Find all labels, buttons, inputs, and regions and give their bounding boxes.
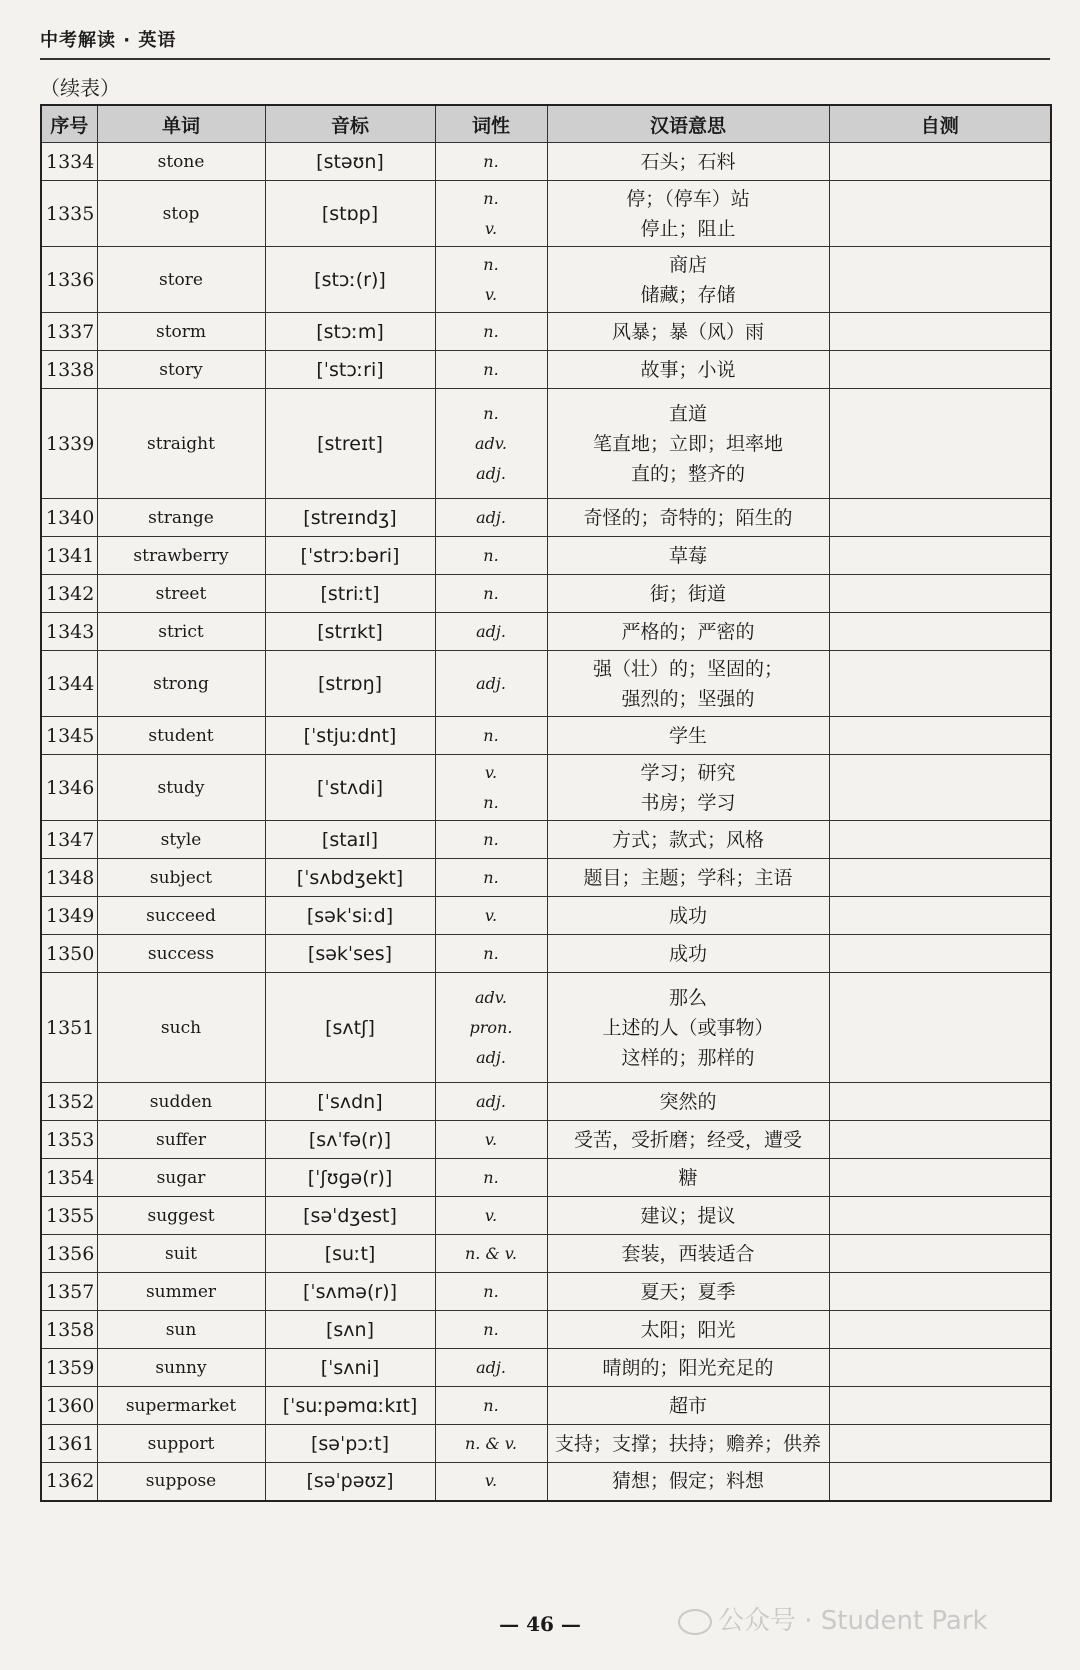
meaning-line: 街；街道 — [649, 582, 726, 605]
row-number: 1334 — [41, 143, 97, 181]
meaning-line: 糖 — [678, 1166, 698, 1189]
row-self-test-cell[interactable] — [829, 1463, 1051, 1501]
row-number: 1346 — [41, 755, 97, 821]
column-header-meaning: 汉语意思 — [547, 105, 829, 143]
pos-line: v. — [484, 284, 498, 304]
row-self-test-cell[interactable] — [829, 1425, 1051, 1463]
table-row — [41, 613, 1051, 651]
meaning-line: 猜想；假定；料想 — [611, 1470, 764, 1493]
pos-line: n. — [483, 1319, 499, 1339]
table-row — [41, 1235, 1051, 1273]
row-phonetic: [stəʊn] — [265, 143, 435, 181]
meaning-line: 学习；研究 — [640, 761, 736, 784]
row-self-test-cell[interactable] — [829, 537, 1051, 575]
meaning-line: 笔直地；立即；坦率地 — [592, 432, 783, 455]
row-word: strawberry — [97, 537, 265, 575]
pos-line: pron. — [469, 1017, 513, 1037]
column-header-word: 单词 — [97, 105, 265, 143]
table-row — [41, 351, 1051, 389]
meaning-line: 那么 — [668, 986, 707, 1009]
meaning-line: 严格的；严密的 — [621, 620, 755, 643]
pos-line: adj. — [476, 1091, 506, 1111]
pos-line: n. — [483, 1281, 499, 1301]
meaning-line: 上述的人（或事物） — [602, 1016, 774, 1039]
row-phonetic: [ˈsʌdn] — [265, 1083, 435, 1121]
row-meaning — [547, 537, 829, 575]
row-phonetic: [səkˈses] — [265, 935, 435, 973]
row-phonetic: [striːt] — [265, 575, 435, 613]
meaning-line: 题目；主题；学科；主语 — [583, 866, 793, 889]
pos-line: n. & v. — [464, 1243, 518, 1263]
table-row — [41, 143, 1051, 181]
pos-line: v. — [484, 218, 498, 238]
continued-label: （续表） — [40, 76, 120, 100]
row-phonetic: [sʌtʃ] — [265, 973, 435, 1083]
row-word: summer — [97, 1273, 265, 1311]
pos-line: n. — [483, 254, 499, 274]
row-number: 1361 — [41, 1425, 97, 1463]
row-meaning — [547, 935, 829, 973]
row-meaning — [547, 351, 829, 389]
pos-line: adv. — [474, 987, 507, 1007]
table-row — [41, 1425, 1051, 1463]
row-self-test-cell[interactable] — [829, 499, 1051, 537]
row-meaning — [547, 717, 829, 755]
row-number: 1341 — [41, 537, 97, 575]
meaning-line: 晴朗的；阳光充足的 — [602, 1356, 774, 1379]
pos-line: v. — [484, 1471, 498, 1491]
row-word: stop — [97, 181, 265, 247]
meaning-line: 储藏；存储 — [640, 283, 736, 306]
meaning-line: 学生 — [668, 724, 707, 747]
pos-line: v. — [484, 1205, 498, 1225]
row-phonetic: [ˈsuːpəmɑːkɪt] — [265, 1387, 435, 1425]
row-part-of-speech — [435, 1349, 547, 1387]
row-self-test-cell[interactable] — [829, 1235, 1051, 1273]
row-number: 1339 — [41, 389, 97, 499]
row-meaning — [547, 143, 829, 181]
row-phonetic: [səkˈsiːd] — [265, 897, 435, 935]
meaning-line: 强（壮）的；坚固的； — [592, 657, 783, 680]
meaning-line: 突然的 — [659, 1090, 717, 1113]
row-word: strong — [97, 651, 265, 717]
pos-line: n. — [483, 403, 499, 423]
header-title: 中考解读 · 英语 — [40, 30, 177, 51]
row-phonetic: [stɒp] — [265, 181, 435, 247]
table-row — [41, 389, 1051, 499]
pos-line: n. — [483, 583, 499, 603]
meaning-line: 风暴；暴（风）雨 — [611, 320, 764, 343]
row-self-test-cell[interactable] — [829, 859, 1051, 897]
row-meaning — [547, 1083, 829, 1121]
row-part-of-speech — [435, 537, 547, 575]
table-row — [41, 897, 1051, 935]
column-header-pos: 词性 — [435, 105, 547, 143]
row-part-of-speech — [435, 499, 547, 537]
meaning-line: 支持；支撑；扶持；赡养；供养 — [554, 1432, 821, 1455]
meaning-line: 方式；款式；风格 — [611, 828, 764, 851]
table-body — [41, 143, 1051, 1501]
row-word: straight — [97, 389, 265, 499]
pos-line: n. — [483, 151, 499, 171]
row-phonetic: [stɔː(r)] — [265, 247, 435, 313]
row-self-test-cell[interactable] — [829, 389, 1051, 499]
pos-line: n. — [483, 829, 499, 849]
row-self-test-cell[interactable] — [829, 1159, 1051, 1197]
row-number: 1355 — [41, 1197, 97, 1235]
meaning-line: 成功 — [668, 942, 707, 965]
pos-line: adj. — [476, 1357, 506, 1377]
pos-line: adj. — [476, 673, 506, 693]
row-meaning — [547, 973, 829, 1083]
column-header-no: 序号 — [41, 105, 97, 143]
pos-line: n. — [483, 725, 499, 745]
row-phonetic: [səˈpəʊz] — [265, 1463, 435, 1501]
row-number: 1337 — [41, 313, 97, 351]
row-self-test-cell[interactable] — [829, 1197, 1051, 1235]
row-self-test-cell[interactable] — [829, 935, 1051, 973]
meaning-line: 书房；学习 — [640, 791, 736, 814]
row-self-test-cell[interactable] — [829, 1121, 1051, 1159]
row-part-of-speech — [435, 1425, 547, 1463]
row-part-of-speech — [435, 1159, 547, 1197]
table-row — [41, 717, 1051, 755]
row-part-of-speech — [435, 351, 547, 389]
row-number: 1340 — [41, 499, 97, 537]
meaning-line: 套装，西装适合 — [621, 1242, 755, 1265]
wechat-icon — [678, 1609, 712, 1635]
row-number: 1352 — [41, 1083, 97, 1121]
row-part-of-speech — [435, 973, 547, 1083]
table-row — [41, 313, 1051, 351]
row-word: sun — [97, 1311, 265, 1349]
pos-line: n. — [483, 359, 499, 379]
row-number: 1344 — [41, 651, 97, 717]
row-part-of-speech — [435, 717, 547, 755]
table-row — [41, 1197, 1051, 1235]
row-number: 1345 — [41, 717, 97, 755]
pos-line: v. — [484, 905, 498, 925]
row-part-of-speech — [435, 897, 547, 935]
row-number: 1347 — [41, 821, 97, 859]
pos-line: adj. — [476, 463, 506, 483]
row-self-test-cell[interactable] — [829, 181, 1051, 247]
row-word: suppose — [97, 1463, 265, 1501]
row-number: 1356 — [41, 1235, 97, 1273]
row-part-of-speech — [435, 143, 547, 181]
meaning-line: 夏天；夏季 — [640, 1280, 736, 1303]
pos-line: n. — [483, 1395, 499, 1415]
row-word: strict — [97, 613, 265, 651]
row-part-of-speech — [435, 859, 547, 897]
row-word: supermarket — [97, 1387, 265, 1425]
row-phonetic: [stɔːm] — [265, 313, 435, 351]
row-meaning — [547, 1349, 829, 1387]
row-phonetic: [streɪt] — [265, 389, 435, 499]
pos-line: n. — [483, 943, 499, 963]
table-row — [41, 1159, 1051, 1197]
row-self-test-cell[interactable] — [829, 351, 1051, 389]
row-phonetic: [ˈstrɔːbəri] — [265, 537, 435, 575]
watermark — [678, 1600, 988, 1637]
row-meaning — [547, 859, 829, 897]
row-meaning — [547, 181, 829, 247]
row-meaning — [547, 1235, 829, 1273]
pos-line: v. — [484, 762, 498, 782]
table-header-row — [41, 105, 1051, 143]
row-part-of-speech — [435, 1197, 547, 1235]
row-self-test-cell[interactable] — [829, 1387, 1051, 1425]
row-self-test-cell[interactable] — [829, 247, 1051, 313]
table-row — [41, 821, 1051, 859]
header-rule — [40, 58, 1050, 60]
row-number: 1335 — [41, 181, 97, 247]
row-meaning — [547, 1425, 829, 1463]
table-row — [41, 1349, 1051, 1387]
row-part-of-speech — [435, 821, 547, 859]
meaning-line: 奇怪的；奇特的；陌生的 — [583, 506, 793, 529]
row-phonetic: [ˈstɔːri] — [265, 351, 435, 389]
column-header-self-test: 自测 — [829, 105, 1051, 143]
row-number: 1343 — [41, 613, 97, 651]
row-part-of-speech — [435, 1121, 547, 1159]
meaning-line: 停止；阻止 — [640, 217, 736, 240]
row-phonetic: [sʌˈfə(r)] — [265, 1121, 435, 1159]
row-number: 1362 — [41, 1463, 97, 1501]
row-meaning — [547, 1121, 829, 1159]
row-self-test-cell[interactable] — [829, 821, 1051, 859]
meaning-line: 商店 — [668, 253, 707, 276]
row-part-of-speech — [435, 575, 547, 613]
column-header-phonetic: 音标 — [265, 105, 435, 143]
row-meaning — [547, 389, 829, 499]
meaning-line: 成功 — [668, 904, 707, 927]
row-meaning — [547, 1197, 829, 1235]
row-part-of-speech — [435, 1387, 547, 1425]
pos-line: n. — [483, 321, 499, 341]
pos-line: adj. — [476, 1047, 506, 1067]
table-row — [41, 181, 1051, 247]
row-phonetic: [ˈsʌni] — [265, 1349, 435, 1387]
meaning-line: 受苦，受折磨；经受，遭受 — [573, 1128, 802, 1151]
meaning-line: 太阳；阳光 — [640, 1318, 736, 1341]
row-phonetic: [ˈstjuːdnt] — [265, 717, 435, 755]
row-self-test-cell[interactable] — [829, 1311, 1051, 1349]
row-word: sugar — [97, 1159, 265, 1197]
row-phonetic: [ˈsʌmə(r)] — [265, 1273, 435, 1311]
row-part-of-speech — [435, 389, 547, 499]
row-meaning — [547, 1387, 829, 1425]
pos-line: n. — [483, 188, 499, 208]
row-meaning — [547, 1463, 829, 1501]
pos-line: n. — [483, 867, 499, 887]
pos-line: n. — [483, 1167, 499, 1187]
row-self-test-cell[interactable] — [829, 651, 1051, 717]
table-row — [41, 1311, 1051, 1349]
page-number: — 46 — — [499, 1612, 581, 1636]
table-row — [41, 1083, 1051, 1121]
row-word: suggest — [97, 1197, 265, 1235]
row-part-of-speech — [435, 1273, 547, 1311]
row-word: suit — [97, 1235, 265, 1273]
row-self-test-cell[interactable] — [829, 313, 1051, 351]
row-part-of-speech — [435, 613, 547, 651]
row-number: 1360 — [41, 1387, 97, 1425]
row-meaning — [547, 1311, 829, 1349]
table-row — [41, 935, 1051, 973]
row-word: student — [97, 717, 265, 755]
row-word: succeed — [97, 897, 265, 935]
row-number: 1349 — [41, 897, 97, 935]
row-meaning — [547, 651, 829, 717]
meaning-line: 超市 — [668, 1394, 707, 1417]
row-word: study — [97, 755, 265, 821]
table-row — [41, 755, 1051, 821]
row-word: style — [97, 821, 265, 859]
vocabulary-table — [40, 104, 1052, 1502]
row-phonetic: [ˈsʌbdʒekt] — [265, 859, 435, 897]
row-word: strange — [97, 499, 265, 537]
row-number: 1342 — [41, 575, 97, 613]
row-self-test-cell[interactable] — [829, 143, 1051, 181]
meaning-line: 直道 — [668, 402, 707, 425]
row-number: 1358 — [41, 1311, 97, 1349]
table-row — [41, 247, 1051, 313]
row-word: suffer — [97, 1121, 265, 1159]
row-part-of-speech — [435, 181, 547, 247]
row-number: 1353 — [41, 1121, 97, 1159]
meaning-line: 建议；提议 — [640, 1204, 736, 1227]
row-word: store — [97, 247, 265, 313]
table-row — [41, 575, 1051, 613]
row-word: street — [97, 575, 265, 613]
row-number: 1338 — [41, 351, 97, 389]
row-meaning — [547, 499, 829, 537]
row-self-test-cell[interactable] — [829, 1083, 1051, 1121]
row-meaning — [547, 755, 829, 821]
row-word: story — [97, 351, 265, 389]
table-row — [41, 1273, 1051, 1311]
row-self-test-cell[interactable] — [829, 973, 1051, 1083]
row-part-of-speech — [435, 935, 547, 973]
table-row — [41, 1387, 1051, 1425]
row-phonetic: [strɪkt] — [265, 613, 435, 651]
row-phonetic: [sʌn] — [265, 1311, 435, 1349]
row-self-test-cell[interactable] — [829, 575, 1051, 613]
row-phonetic: [ˈʃʊɡə(r)] — [265, 1159, 435, 1197]
row-self-test-cell[interactable] — [829, 1349, 1051, 1387]
row-word: sunny — [97, 1349, 265, 1387]
row-phonetic: [suːt] — [265, 1235, 435, 1273]
row-word: such — [97, 973, 265, 1083]
row-phonetic: [ˈstʌdi] — [265, 755, 435, 821]
row-number: 1351 — [41, 973, 97, 1083]
table-row — [41, 537, 1051, 575]
table-row — [41, 859, 1051, 897]
pos-line: adj. — [476, 507, 506, 527]
row-part-of-speech — [435, 1463, 547, 1501]
table-row — [41, 651, 1051, 717]
page-header — [40, 26, 1050, 60]
row-meaning — [547, 313, 829, 351]
row-number: 1336 — [41, 247, 97, 313]
row-word: stone — [97, 143, 265, 181]
row-number: 1348 — [41, 859, 97, 897]
row-self-test-cell[interactable] — [829, 613, 1051, 651]
row-part-of-speech — [435, 247, 547, 313]
meaning-line: 故事；小说 — [640, 358, 736, 381]
row-number: 1359 — [41, 1349, 97, 1387]
row-part-of-speech — [435, 313, 547, 351]
row-part-of-speech — [435, 755, 547, 821]
meaning-line: 这样的；那样的 — [621, 1046, 755, 1069]
pos-line: v. — [484, 1129, 498, 1149]
row-meaning — [547, 897, 829, 935]
table-row — [41, 499, 1051, 537]
table-row — [41, 1463, 1051, 1501]
row-part-of-speech — [435, 1311, 547, 1349]
row-meaning — [547, 1159, 829, 1197]
table-row — [41, 1121, 1051, 1159]
row-self-test-cell[interactable] — [829, 717, 1051, 755]
row-phonetic: [staɪl] — [265, 821, 435, 859]
meaning-line: 石头；石料 — [640, 150, 736, 173]
row-number: 1354 — [41, 1159, 97, 1197]
watermark-text: 公众号 · Student Park — [718, 1606, 988, 1636]
table-row — [41, 973, 1051, 1083]
row-self-test-cell[interactable] — [829, 755, 1051, 821]
meaning-line: 直的；整齐的 — [630, 462, 745, 485]
row-self-test-cell[interactable] — [829, 897, 1051, 935]
row-meaning — [547, 575, 829, 613]
pos-line: n. — [483, 545, 499, 565]
row-meaning — [547, 821, 829, 859]
row-word: storm — [97, 313, 265, 351]
row-number: 1357 — [41, 1273, 97, 1311]
row-word: sudden — [97, 1083, 265, 1121]
row-meaning — [547, 247, 829, 313]
row-meaning — [547, 1273, 829, 1311]
pos-line: n. — [483, 792, 499, 812]
row-phonetic: [streɪndʒ] — [265, 499, 435, 537]
row-word: subject — [97, 859, 265, 897]
row-phonetic: [səˈpɔːt] — [265, 1425, 435, 1463]
row-part-of-speech — [435, 651, 547, 717]
row-word: success — [97, 935, 265, 973]
pos-line: adj. — [476, 621, 506, 641]
row-phonetic: [strɒŋ] — [265, 651, 435, 717]
row-meaning — [547, 613, 829, 651]
row-phonetic: [səˈdʒest] — [265, 1197, 435, 1235]
row-word: support — [97, 1425, 265, 1463]
meaning-line: 停；（停车）站 — [626, 187, 750, 210]
row-part-of-speech — [435, 1235, 547, 1273]
row-part-of-speech — [435, 1083, 547, 1121]
pos-line: n. & v. — [464, 1433, 518, 1453]
pos-line: adv. — [474, 433, 507, 453]
row-self-test-cell[interactable] — [829, 1273, 1051, 1311]
meaning-line: 草莓 — [668, 544, 707, 567]
row-number: 1350 — [41, 935, 97, 973]
meaning-line: 强烈的；坚强的 — [621, 687, 755, 710]
